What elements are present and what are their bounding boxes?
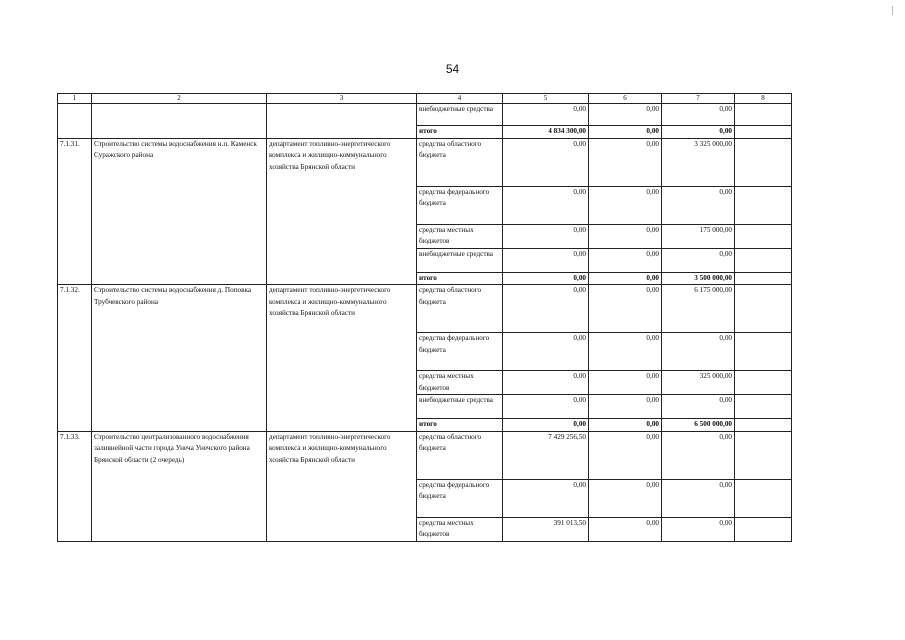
funding-source: средства местных бюджетов	[417, 224, 503, 248]
funding-source: средства федерального бюджета	[417, 186, 503, 224]
column-8	[735, 395, 792, 419]
amount-col-5: 0,00	[503, 138, 589, 186]
column-8	[735, 479, 792, 517]
column-8	[735, 104, 792, 126]
item-department: департамент топливно-энергетического комплекса и жилищно-коммунального хозяйства Брянской области	[267, 285, 417, 432]
amount-col-7: 6 175 000,00	[662, 285, 735, 333]
column-number: 6	[589, 94, 662, 104]
amount-col-7: 175 000,00	[662, 224, 735, 248]
amount-col-7: 0,00	[662, 186, 735, 224]
amount-col-5: 0,00	[503, 272, 589, 285]
amount-col-6: 0,00	[589, 395, 662, 419]
amount-col-7: 325 000,00	[662, 371, 735, 395]
column-8	[735, 285, 792, 333]
column-number: 4	[417, 94, 503, 104]
amount-col-5: 0,00	[503, 104, 589, 126]
column-8	[735, 138, 792, 186]
item-number	[58, 104, 92, 139]
column-number: 7	[662, 94, 735, 104]
item-name: Строительство централизованного водоснабжения заливнейной части города Унеча Унечского района Брянской области (2 очередь)	[92, 431, 267, 541]
column-number: 3	[267, 94, 417, 104]
amount-col-6: 0,00	[589, 517, 662, 541]
column-number-row	[58, 94, 792, 104]
table-row	[58, 285, 792, 333]
amount-col-5: 0,00	[503, 248, 589, 272]
column-8	[735, 224, 792, 248]
funding-source: средства местных бюджетов	[417, 517, 503, 541]
funding-source: средства областного бюджета	[417, 285, 503, 333]
page-number: 54	[445, 62, 460, 76]
column-8	[735, 419, 792, 432]
amount-col-6: 0,00	[589, 248, 662, 272]
column-8	[735, 517, 792, 541]
amount-col-5: 0,00	[503, 285, 589, 333]
amount-col-5: 391 013,50	[503, 517, 589, 541]
funding-source: средства федерального бюджета	[417, 333, 503, 371]
column-number: 5	[503, 94, 589, 104]
amount-col-5: 0,00	[503, 186, 589, 224]
item-department: департамент топливно-энергетического комплекса и жилищно-коммунального хозяйства Брянской области	[267, 431, 417, 541]
amount-col-6: 0,00	[589, 431, 662, 479]
amount-col-7: 0,00	[662, 248, 735, 272]
amount-col-6: 0,00	[589, 479, 662, 517]
item-number: 7.1.32.	[58, 285, 92, 432]
amount-col-7: 3 500 000,00	[662, 272, 735, 285]
funding-source: итого	[417, 272, 503, 285]
column-8	[735, 431, 792, 479]
program-table	[57, 93, 792, 542]
amount-col-6: 0,00	[589, 419, 662, 432]
column-number: 2	[92, 94, 267, 104]
column-8	[735, 333, 792, 371]
funding-source: итого	[417, 126, 503, 139]
amount-col-6: 0,00	[589, 272, 662, 285]
amount-col-5: 0,00	[503, 419, 589, 432]
table-row	[58, 138, 792, 186]
amount-col-7: 0,00	[662, 104, 735, 126]
funding-source: внебюджетные средства	[417, 395, 503, 419]
amount-col-5: 0,00	[503, 333, 589, 371]
column-8	[735, 272, 792, 285]
amount-col-7: 0,00	[662, 479, 735, 517]
amount-col-6: 0,00	[589, 333, 662, 371]
table-body	[58, 94, 792, 542]
amount-col-6: 0,00	[589, 126, 662, 139]
amount-col-6: 0,00	[589, 224, 662, 248]
amount-col-5: 0,00	[503, 395, 589, 419]
amount-col-6: 0,00	[589, 138, 662, 186]
item-number: 7.1.33.	[58, 431, 92, 541]
column-8	[735, 126, 792, 139]
amount-col-5: 4 834 300,00	[503, 126, 589, 139]
column-8	[735, 186, 792, 224]
amount-col-7: 0,00	[662, 431, 735, 479]
item-name: Строительство системы водоснабжения д. Поповка Трубчевского района	[92, 285, 267, 432]
funding-source: средства местных бюджетов	[417, 371, 503, 395]
funding-source: средства областного бюджета	[417, 431, 503, 479]
amount-col-7: 0,00	[662, 517, 735, 541]
funding-source: внебюджетные средства	[417, 104, 503, 126]
amount-col-7: 0,00	[662, 126, 735, 139]
item-department: департамент топливно-энергетического комплекса и жилищно-коммунального хозяйства Брянской области	[267, 138, 417, 285]
amount-col-5: 0,00	[503, 479, 589, 517]
amount-col-7: 0,00	[662, 395, 735, 419]
amount-col-7: 0,00	[662, 333, 735, 371]
column-8	[735, 248, 792, 272]
item-department	[267, 104, 417, 139]
amount-col-7: 6 500 000,00	[662, 419, 735, 432]
table-row	[58, 431, 792, 479]
item-name: Строительство системы водоснабжения н.п. Каменск Суражского района	[92, 138, 267, 285]
item-number: 7.1.31.	[58, 138, 92, 285]
column-8	[735, 371, 792, 395]
table-row	[58, 104, 792, 126]
funding-source: внебюджетные средства	[417, 248, 503, 272]
amount-col-5: 0,00	[503, 371, 589, 395]
funding-source: средства федерального бюджета	[417, 479, 503, 517]
amount-col-6: 0,00	[589, 285, 662, 333]
item-name	[92, 104, 267, 139]
amount-col-6: 0,00	[589, 371, 662, 395]
column-number: 8	[735, 94, 792, 104]
funding-source: средства областного бюджета	[417, 138, 503, 186]
amount-col-5: 0,00	[503, 224, 589, 248]
column-number: 1	[58, 94, 92, 104]
amount-col-7: 3 325 000,00	[662, 138, 735, 186]
funding-source: итого	[417, 419, 503, 432]
amount-col-6: 0,00	[589, 104, 662, 126]
edge-mark	[892, 6, 893, 15]
amount-col-5: 7 429 256,50	[503, 431, 589, 479]
amount-col-6: 0,00	[589, 186, 662, 224]
